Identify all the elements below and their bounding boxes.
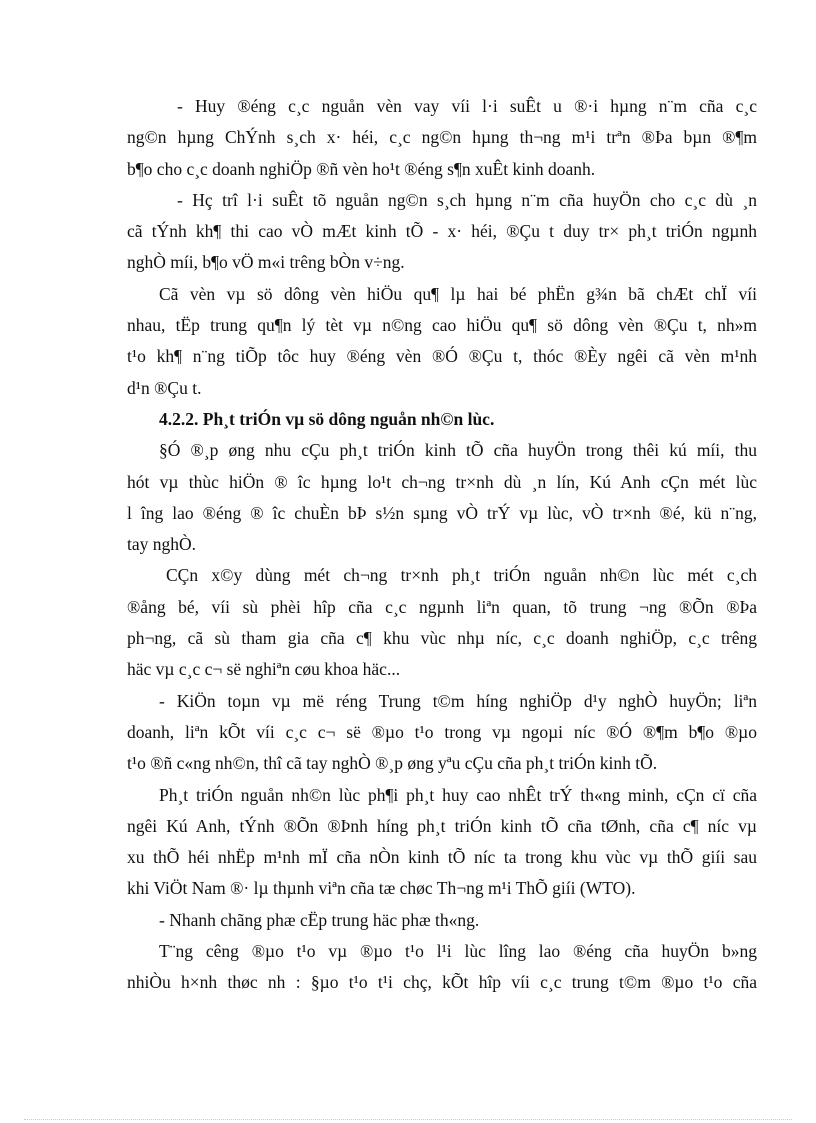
text-line: häc vµ c¸c c¬ së nghiªn cøu khoa häc... bbox=[127, 659, 401, 680]
text-line: khi ViÖt Nam ®· lµ thµnh viªn cña tæ chøc Th¬ng m¹i ThÕ giíi (WTO). bbox=[127, 878, 636, 899]
text-line: nhau, tËp trung qu¶n lý tèt vµ n©ng cao hiÖu qu¶ sö dông vèn ®Çu t, nh»m bbox=[127, 315, 757, 336]
text-line: d¹n ®Çu t. bbox=[127, 377, 202, 398]
text-line: doanh, liªn kÕt víi c¸c c¬ së ®µo t¹o trong vµ ngoµi níc ®Ó ®¶m b¶o ®µo bbox=[127, 721, 757, 742]
text-line: - Huy ®éng c¸c nguån vèn vay víi l·i suÊt u ®·i hµng n¨m cña c¸c bbox=[177, 96, 757, 116]
text-line: ngêi Kú Anh, tÝnh ®Õn ®Þnh híng ph¸t triÓn kinh tÕ cña tØnh, cña c¶ níc vµ bbox=[127, 815, 757, 836]
text-line: - Hç trî l·i suÊt tõ nguån ng©n s¸ch hµng n¨m cña huyÖn cho c¸c dù ¸n bbox=[177, 189, 757, 210]
text-line: l îng lao ®éng ® îc chuÈn bÞ s½n sµng vÒ trÝ vµ lùc, vÒ tr×nh ®é, kü n¨ng, bbox=[127, 502, 757, 523]
text-line: - Nhanh chãng phæ cËp trung häc phæ th«ng. bbox=[159, 909, 480, 930]
text-line: Ph¸t triÓn nguån nh©n lùc ph¶i ph¸t huy cao nhÊt trÝ th«ng minh, cÇn cï cña bbox=[159, 784, 757, 805]
text-line: Cã vèn vµ sö dông vèn hiÖu qu¶ lµ hai bé phËn g¾n bã chÆt chÏ víi bbox=[159, 283, 757, 304]
text-line: ®ång bé, víi sù phèi hîp cña c¸c ngµnh liªn quan, tõ trung ¬ng ®Õn ®Þa bbox=[127, 596, 757, 617]
section-heading: 4.2.2. Ph¸t triÓn vµ sö dông nguån nh©n lùc. bbox=[159, 408, 495, 429]
text-line: t¹o ®ñ c«ng nh©n, thî cã tay nghÒ ®¸p øng yªu cÇu cña ph¸t triÓn kinh tÕ. bbox=[127, 753, 658, 774]
text-line: nghÒ míi, b¶o vÖ m«i trêng bÒn v÷ng. bbox=[127, 252, 405, 273]
text-line: T¨ng cêng ®µo t¹o vµ ®µo t¹o l¹i lùc lîng lao ®éng cña huyÖn b»ng bbox=[159, 941, 757, 962]
text-line: CÇn x©y dùng mét ch¬ng tr×nh ph¸t triÓn nguån nh©n lùc mét c¸ch bbox=[166, 565, 757, 586]
text-line: §Ó ®¸p øng nhu cÇu ph¸t triÓn kinh tÕ cña huyÖn trong thêi kú míi, thu bbox=[159, 440, 757, 461]
text-line: - KiÖn toµn vµ më réng Trung t©m híng nghiÖp d¹y nghÒ huyÖn; liªn bbox=[159, 690, 757, 711]
text-line: ph¬ng, cã sù tham gia cña c¶ khu vùc nhµ níc, c¸c doanh nghiÖp, c¸c trêng bbox=[127, 628, 757, 649]
text-line: b¶o cho c¸c doanh nghiÖp ®ñ vèn ho¹t ®éng s¶n xuÊt kinh doanh. bbox=[127, 158, 596, 179]
text-line: t¹o kh¶ n¨ng tiÕp tôc huy ®éng vèn ®Ó ®Çu t, thóc ®Èy ngêi cã vèn m¹nh bbox=[127, 346, 757, 367]
page-bottom-divider bbox=[24, 1119, 792, 1120]
text-line: nhiÒu h×nh thøc nh : §µo t¹o t¹i chç, kÕt hîp víi c¸c trung t©m ®µo t¹o cña bbox=[127, 972, 757, 993]
text-line: hót vµ thùc hiÖn ® îc hµng lo¹t ch¬ng tr×nh dù ¸n lín, Kú Anh cÇn mét lùc bbox=[127, 471, 757, 492]
text-line: cã tÝnh kh¶ thi cao vÒ mÆt kinh tÕ - x· héi, ®Çu t duy tr× ph¸t triÓn ngµnh bbox=[127, 221, 757, 242]
text-line: xu thÕ héi nhËp m¹nh mÏ cña nÒn kinh tÕ níc ta trong khu vùc vµ thÕ giíi sau bbox=[127, 847, 757, 868]
text-line: ng©n hµng ChÝnh s¸ch x· héi, c¸c ng©n hµng th¬ng m¹i trªn ®Þa bµn ®¶m bbox=[127, 127, 757, 148]
text-line: tay nghÒ. bbox=[127, 534, 197, 555]
document-body bbox=[127, 91, 757, 999]
